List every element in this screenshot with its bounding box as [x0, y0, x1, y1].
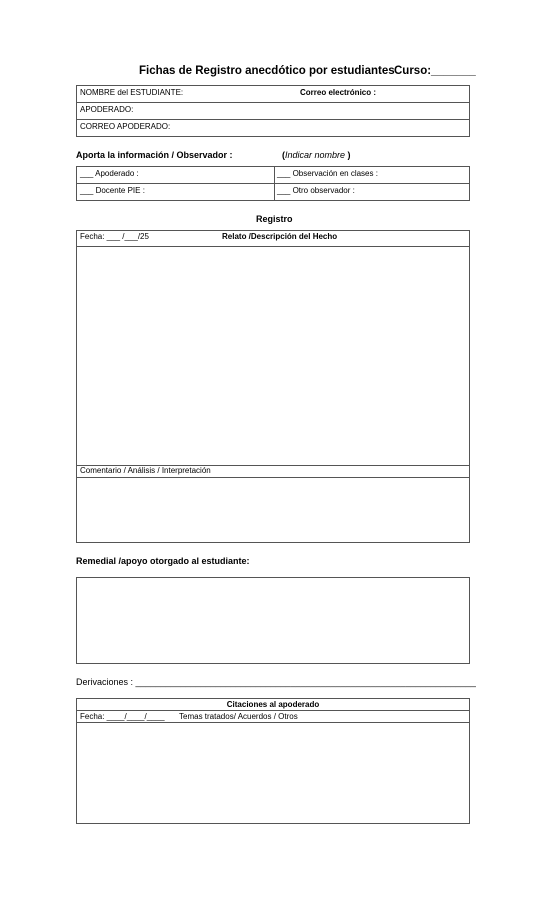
citaciones-heading: Citaciones al apoderado — [226, 700, 320, 709]
student-name-field[interactable]: NOMBRE del ESTUDIANTE: — [80, 88, 184, 97]
guardian-field[interactable]: APODERADO: — [80, 105, 134, 114]
guardian-email-field[interactable]: CORREO APODERADO: — [80, 122, 171, 131]
comment-area[interactable] — [77, 478, 469, 542]
description-header: Relato /Descripción del Hecho — [222, 232, 338, 241]
option-observacion-clases[interactable]: ___ Observación en clases : — [277, 169, 378, 178]
registro-heading: Registro — [256, 214, 293, 224]
page-title: Fichas de Registro anecdótico por estudiantes — [139, 65, 395, 77]
citaciones-date-field[interactable]: Fecha: ____/____/____ — [80, 712, 165, 721]
indicate-name-note: (Indicar nombre ) — [282, 150, 351, 160]
remedial-heading: Remedial /apoyo otorgado al estudiante: — [76, 556, 250, 566]
remedial-area[interactable] — [76, 577, 470, 664]
citaciones-topics-label: Temas tratados/ Acuerdos / Otros — [179, 712, 298, 721]
student-email-field[interactable]: Correo electrónico : — [300, 88, 377, 97]
registro-date-field[interactable]: Fecha: ___ /___/25 — [80, 232, 149, 241]
derivaciones-field[interactable]: Derivaciones : ____________________________________________________________________ — [76, 677, 476, 687]
description-area[interactable] — [77, 247, 469, 464]
observer-heading: Aporta la información / Observador : — [76, 150, 233, 160]
comment-label: Comentario / Análisis / Interpretación — [80, 466, 211, 475]
option-otro-observador[interactable]: ___ Otro observador : — [277, 186, 355, 195]
citaciones-area[interactable] — [77, 723, 469, 823]
option-apoderado[interactable]: ___ Apoderado : — [80, 169, 139, 178]
option-docente-pie[interactable]: ___ Docente PIE : — [80, 186, 145, 195]
course-label: Curso:_______ — [394, 65, 476, 77]
